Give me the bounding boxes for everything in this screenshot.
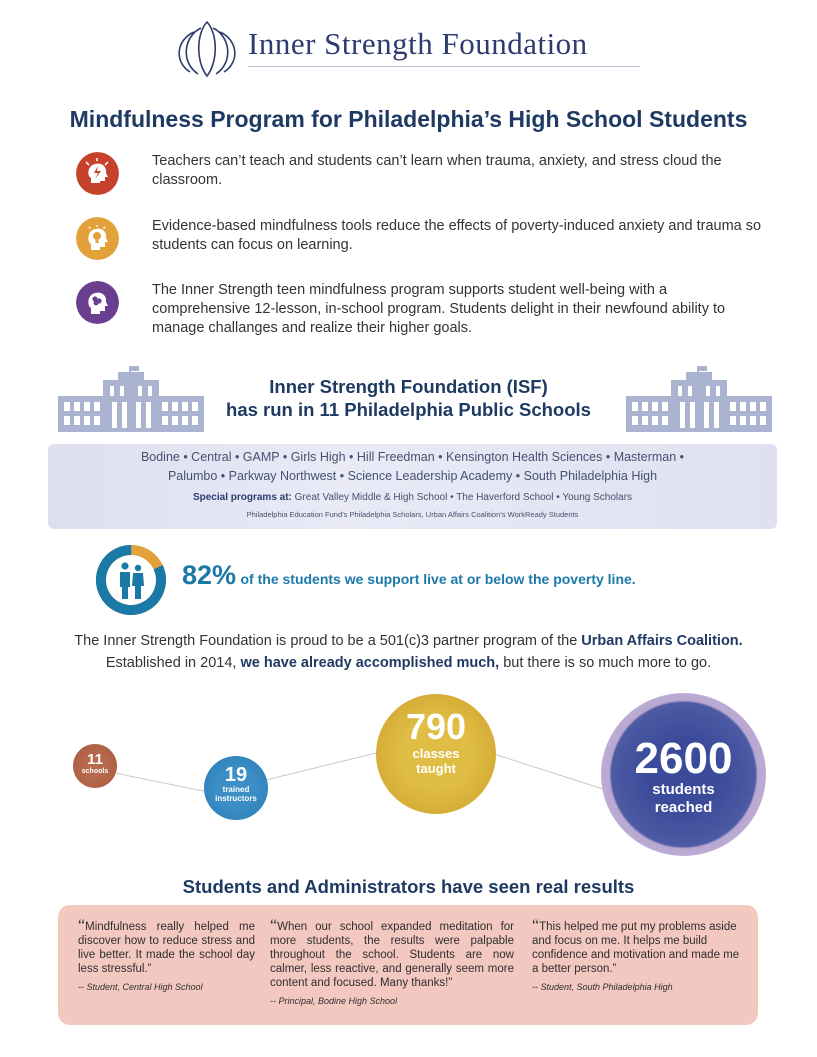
stat-label: schools bbox=[81, 768, 109, 775]
special-programs bbox=[48, 492, 777, 503]
stat-label: classes bbox=[412, 746, 460, 761]
testimonial-text: When our school expanded meditation for more students, the results were palpable throughout the school. Students are now calmer, less reactive, and generally seem more content and focused. Many thanks!” bbox=[270, 921, 514, 989]
stress-head-icon bbox=[76, 152, 119, 195]
special-programs-label: Special programs at: bbox=[192, 492, 292, 503]
partner-statement bbox=[0, 630, 817, 674]
stat-instructors bbox=[204, 756, 268, 820]
testimonial-text: Mindfulness really helped me discover how to reduce stress and live better. It made the school day less stressful.” bbox=[78, 921, 255, 975]
testimonial bbox=[270, 917, 514, 1008]
more-to-go-text: but there is so much more to go. bbox=[499, 655, 712, 671]
quote-mark: “ bbox=[78, 917, 86, 934]
quote-mark: “ bbox=[532, 917, 540, 934]
stat-schools bbox=[73, 744, 117, 788]
bullet-text: The Inner Strength teen mindfulness program supports student well-being with a comprehensive 12-lesson, in-school program. Students delight in their newfound ability to manage challanges and realize their higher goals. bbox=[152, 282, 726, 336]
schools-list-line1: Bodine • Central • GAMP • Girls High • Hill Freedman • Kensington Health Sciences • Masterman • bbox=[140, 450, 685, 464]
quote-mark: “ bbox=[270, 917, 278, 934]
poverty-stat bbox=[182, 560, 636, 591]
logo-underline bbox=[248, 66, 640, 67]
testimonial-attribution: -- Student, South Philadelphia High bbox=[532, 982, 673, 992]
bullet-trauma bbox=[76, 152, 766, 222]
results-heading: Students and Administrators have seen real results bbox=[182, 876, 635, 897]
testimonial-attribution: -- Principal, Bodine High School bbox=[270, 996, 398, 1006]
established-text: Established in 2014, bbox=[105, 655, 241, 671]
bullet-evidence bbox=[76, 217, 766, 287]
stat-label: instructors bbox=[215, 794, 257, 803]
stat-classes bbox=[376, 694, 496, 814]
testimonials-panel bbox=[58, 905, 758, 1025]
logo-wordmark: Inner Strength Foundation bbox=[248, 26, 588, 61]
bullet-program bbox=[76, 281, 766, 351]
testimonial-text: This helped me put my problems aside and focus on me. It helps me build confidence and motivation and made me a better person.” bbox=[532, 921, 740, 975]
urban-affairs-coalition: Urban Affairs Coalition. bbox=[581, 633, 743, 649]
stat-value: 790 bbox=[405, 706, 467, 747]
poverty-percent: 82% bbox=[182, 560, 237, 590]
stat-students bbox=[601, 693, 766, 856]
schools-panel bbox=[48, 444, 777, 529]
testimonial bbox=[532, 917, 742, 994]
scholars-programs: Philadelphia Education Fund’s Philadelphia Scholars, Urban Affairs Coalition’s WorkReady Students bbox=[246, 510, 579, 519]
schools-list-line2: Palumbo • Parkway Northwest • Science Leadership Academy • South Philadelphia High bbox=[167, 469, 658, 483]
bullet-text: Teachers can’t teach and students can’t learn when trauma, anxiety, and stress cloud the classroom. bbox=[152, 153, 722, 188]
poverty-text: of the students we support live at or below the poverty line. bbox=[240, 571, 636, 587]
accomplished-text: we have already accomplished much, bbox=[240, 655, 500, 671]
isf-heading-line2: has run in 11 Philadelphia Public Schools bbox=[226, 399, 591, 420]
stat-label: taught bbox=[416, 761, 456, 776]
stat-label: reached bbox=[654, 799, 713, 816]
stat-value: 2600 bbox=[634, 734, 733, 783]
poverty-donut-chart bbox=[96, 545, 166, 615]
lightbulb-head-icon bbox=[76, 217, 119, 260]
isf-heading-line1: Inner Strength Foundation (ISF) bbox=[269, 376, 548, 397]
stat-label: students bbox=[652, 781, 715, 798]
stat-value: 19 bbox=[224, 764, 248, 786]
page-title: Mindfulness Program for Philadelphia’s High School Students bbox=[69, 106, 748, 132]
stat-value: 11 bbox=[87, 751, 103, 768]
testimonial-attribution: -- Student, Central High School bbox=[78, 982, 203, 992]
lotus-logo-icon bbox=[172, 18, 242, 80]
partner-line1: The Inner Strength Foundation is proud to be a 501(c)3 partner program of the bbox=[74, 633, 582, 649]
testimonial bbox=[78, 917, 255, 994]
bullet-text: Evidence-based mindfulness tools reduce the effects of poverty-induced anxiety and trauma so students can focus on learning. bbox=[152, 218, 762, 253]
stat-label: trained bbox=[222, 785, 250, 794]
brain-head-icon bbox=[76, 281, 119, 324]
students-icon bbox=[120, 562, 144, 599]
isf-heading bbox=[0, 375, 817, 421]
special-programs-list: Great Valley Middle & High School • The Haverford School • Young Scholars bbox=[294, 492, 633, 503]
